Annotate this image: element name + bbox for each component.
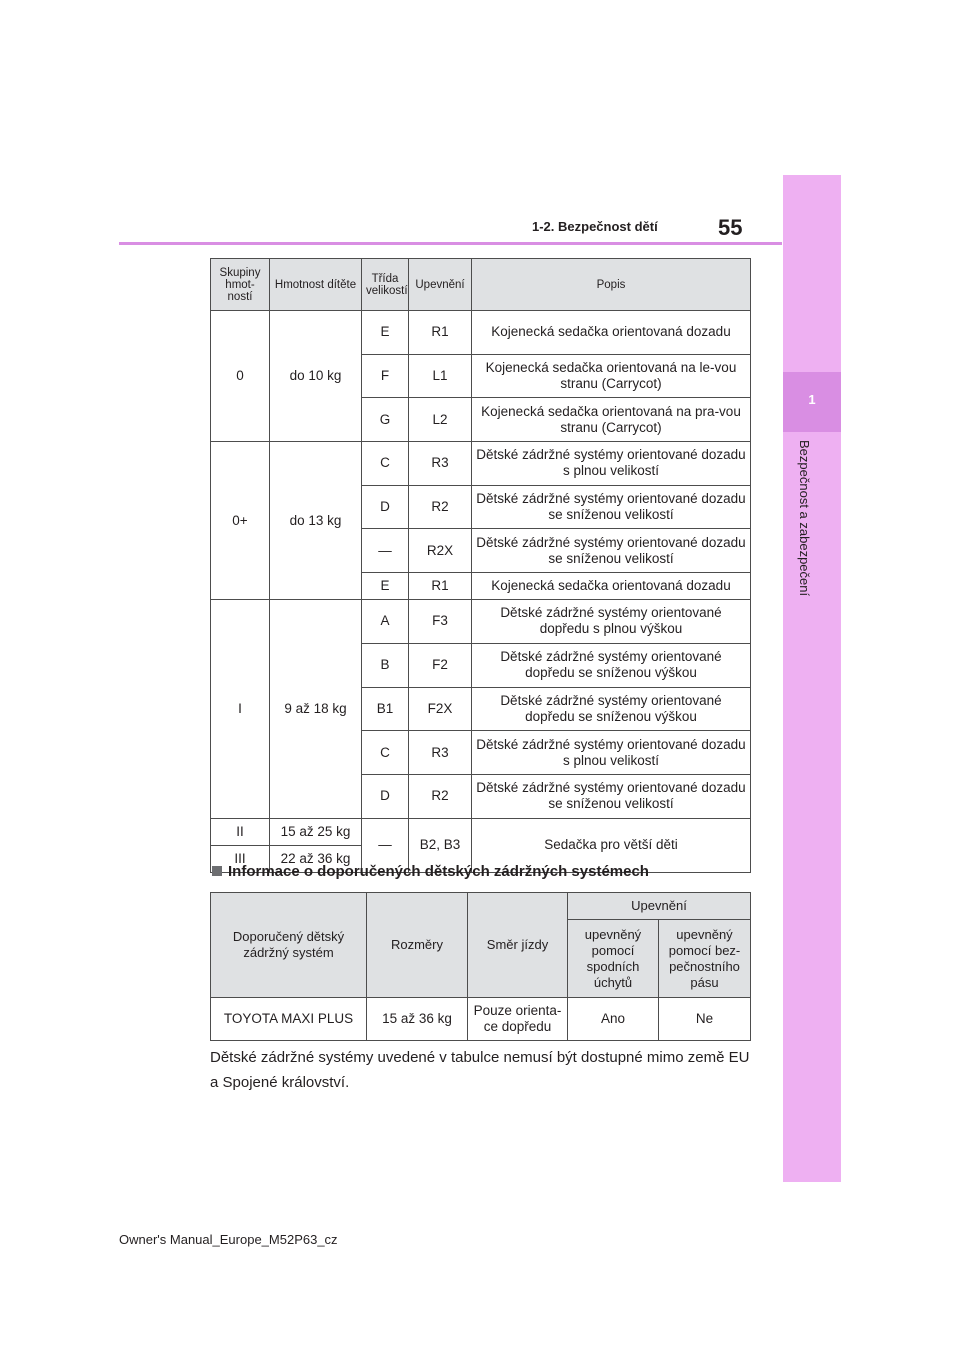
size-class: —: [362, 529, 409, 573]
section-title: 1-2. Bezpečnost dětí: [532, 219, 658, 234]
header-cell: Skupiny hmot-ností: [211, 259, 270, 311]
fixture: R2: [409, 774, 472, 818]
size-class: B: [362, 643, 409, 687]
system-name: TOYOTA MAXI PLUS: [211, 998, 367, 1041]
child-weight: 15 až 25 kg: [270, 818, 362, 845]
description: Dětské zádržné systémy orientované dopředu s plnou výškou: [472, 600, 751, 644]
size-class: F: [362, 354, 409, 398]
size-class: C: [362, 731, 409, 775]
fixture: B2, B3: [409, 818, 472, 872]
header-cell: Rozměry: [367, 893, 468, 998]
size-class: E: [362, 311, 409, 355]
description: Dětské zádržné systémy orientované dozadu s plnou velikostí: [472, 731, 751, 775]
description: Kojenecká sedačka orientovaná na le-vou stranu (Carrycot): [472, 354, 751, 398]
chapter-label: Bezpečnost a zabezpečení: [797, 440, 812, 597]
child-weight: 22 až 36 kg: [270, 845, 362, 872]
subheading: [212, 863, 649, 880]
table-row: [211, 311, 751, 355]
description: Kojenecká sedačka orientovaná na pra-vou stranu (Carrycot): [472, 398, 751, 442]
header-cell: Hmotnost dítěte: [270, 259, 362, 311]
fixture: R1: [409, 573, 472, 600]
weight-group: I: [211, 600, 270, 818]
description: Dětské zádržné systémy orientované dopředu se sníženou výškou: [472, 687, 751, 731]
description: Dětské zádržné systémy orientované dozadu se sníženou velikostí: [472, 774, 751, 818]
weight-group: 0: [211, 311, 270, 442]
header-cell: Popis: [472, 259, 751, 311]
size-class: A: [362, 600, 409, 644]
subheading-text: Informace o doporučených dětských zádržných systémech: [228, 863, 649, 880]
weight-group: 0+: [211, 442, 270, 600]
description: Kojenecká sedačka orientovaná dozadu: [472, 573, 751, 600]
header-divider: [119, 242, 782, 245]
size-class: B1: [362, 687, 409, 731]
child-weight: 9 až 18 kg: [270, 600, 362, 818]
page-number: 55: [718, 215, 743, 240]
table-header-row: [211, 259, 751, 311]
chapter-side-tab: [783, 175, 841, 1182]
direction: Pouze orienta-ce dopředu: [468, 998, 568, 1041]
table-header-row: [211, 893, 751, 920]
fixture: F2: [409, 643, 472, 687]
fixture: L1: [409, 354, 472, 398]
size-class: D: [362, 485, 409, 529]
fixture: R2: [409, 485, 472, 529]
size-class: D: [362, 774, 409, 818]
description: Kojenecká sedačka orientovaná dozadu: [472, 311, 751, 355]
fixture: L2: [409, 398, 472, 442]
size-class: G: [362, 398, 409, 442]
fix-lower-anchors: Ano: [568, 998, 659, 1041]
description: Dětské zádržné systémy orientované dopředu se sníženou výškou: [472, 643, 751, 687]
fix-seatbelt: Ne: [659, 998, 751, 1041]
dimensions: 15 až 36 kg: [367, 998, 468, 1041]
header-cell: upevněný pomocí spodních úchytů: [568, 920, 659, 998]
header-cell: Doporučený dětský zádržný systém: [211, 893, 367, 998]
fixture: R3: [409, 442, 472, 486]
table-row: [211, 818, 751, 845]
table-row: [211, 600, 751, 644]
header-cell: Upevnění: [409, 259, 472, 311]
description: Dětské zádržné systémy orientované dozadu s plnou velikostí: [472, 442, 751, 486]
child-weight: do 10 kg: [270, 311, 362, 442]
fixture: R3: [409, 731, 472, 775]
description: Sedačka pro větší děti: [472, 818, 751, 872]
description: Dětské zádržné systémy orientované dozadu se sníženou velikostí: [472, 485, 751, 529]
size-class: —: [362, 818, 409, 872]
table-row: [211, 442, 751, 486]
size-class: C: [362, 442, 409, 486]
fixture: R1: [409, 311, 472, 355]
description: Dětské zádržné systémy orientované dozadu se sníženou velikostí: [472, 529, 751, 573]
fixture: F3: [409, 600, 472, 644]
footer-text: Owner's Manual_Europe_M52P63_cz: [119, 1232, 338, 1247]
chapter-number: 1: [783, 372, 841, 432]
header-cell: Směr jízdy: [468, 893, 568, 998]
weight-group: II: [211, 818, 270, 845]
fixture: F2X: [409, 687, 472, 731]
child-weight: do 13 kg: [270, 442, 362, 600]
size-class: E: [362, 573, 409, 600]
fixture: R2X: [409, 529, 472, 573]
child-seat-size-table: [210, 258, 751, 873]
weight-group: III: [211, 845, 270, 872]
header-cell: Třída velikostí: [362, 259, 409, 311]
table-row: [211, 998, 751, 1041]
header-cell: Upevnění: [568, 893, 751, 920]
bullet-square-icon: [212, 866, 222, 876]
recommended-seat-table: [210, 892, 751, 1041]
availability-note: Dětské zádržné systémy uvedené v tabulce nemusí být dostupné mimo země EU a Spojené království.: [210, 1049, 750, 1091]
header-cell: upevněný pomocí bez-pečnostního pásu: [659, 920, 751, 998]
